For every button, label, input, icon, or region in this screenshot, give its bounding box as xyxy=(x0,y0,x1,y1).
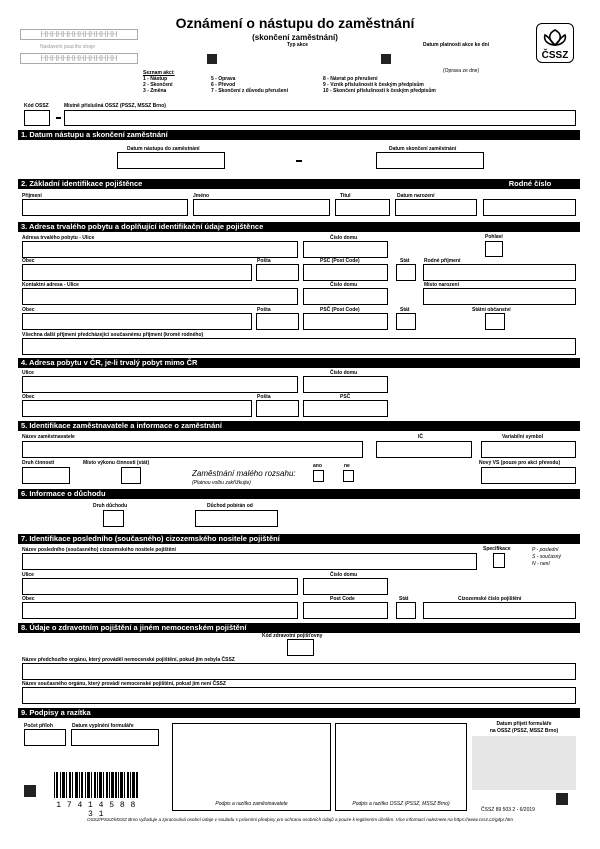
rodne-prijmeni-label: Rodné příjmení xyxy=(424,258,461,264)
s4-psc-label: PSČ xyxy=(340,394,351,400)
stat-2-label: Stát xyxy=(400,307,410,313)
misto-narozeni-input[interactable] xyxy=(423,288,576,305)
datum-prijeti-label: Datum přijetí formuláře xyxy=(496,721,552,727)
specifikace-label: Specifikace xyxy=(483,546,511,552)
kontakt-ulice-input[interactable] xyxy=(22,288,298,305)
psc-2-input[interactable] xyxy=(303,313,388,330)
datum-platnosti-label: Datum platnosti akce ke dni xyxy=(423,42,490,48)
seznam-col-3: 8 - Návrat po přerušení 9 - Vznik příslušnosti k českým předpisům 10 - Skončení příslušnosti k českým předpisům xyxy=(323,76,436,94)
posta-label: Pošta xyxy=(257,258,271,264)
cizozemske-cislo-input[interactable] xyxy=(423,602,576,619)
kod-zp-label: Kód zdravotní pojišťovny xyxy=(262,633,323,639)
pohlavi-input[interactable] xyxy=(485,241,503,257)
misto-narozeni-label: Místo narození xyxy=(424,282,460,288)
nazev-nositele-label: Název posledního (současného) cizozemského nositele pojištění xyxy=(22,547,176,553)
podpis-ossz-box[interactable] xyxy=(335,723,467,811)
datum-nastupu-input[interactable] xyxy=(117,152,225,169)
typ-akce-marker xyxy=(207,54,217,64)
soucasny-organ-label: Název současného orgánu, který provádí nemocenské pojištění, pokud jím není ČSSZ xyxy=(22,681,226,687)
druh-cinnosti-input[interactable] xyxy=(22,467,70,484)
datum-platnosti-marker xyxy=(381,54,391,64)
pocet-priloh-label: Počet příloh xyxy=(24,723,53,729)
rodne-cislo-input[interactable] xyxy=(483,199,576,216)
barcode-icon xyxy=(54,772,138,798)
s1-dash xyxy=(296,160,302,162)
duchod-pobiran-label: Důchod pobírán od xyxy=(207,503,253,509)
statni-obcanstvi-label: Státní občanství xyxy=(472,307,511,313)
posta-input[interactable] xyxy=(256,264,299,281)
section-9-header: 9. Podpisy a razítka xyxy=(18,708,580,718)
podpis-zamestnavatele-label: Podpis a razítko zaměstnavatele xyxy=(215,801,288,807)
s7-post-code-input[interactable] xyxy=(303,602,388,619)
ic-input[interactable] xyxy=(376,441,472,458)
podpis-ossz-label: Podpis a razítko OSSZ (PSSZ, MSSZ Brno) xyxy=(352,801,450,807)
page-subtitle: (skončení zaměstnání) xyxy=(252,33,338,42)
specifikace-input[interactable] xyxy=(493,553,505,568)
nazev-zamestnavatele-input[interactable] xyxy=(22,441,363,458)
jmeno-input[interactable] xyxy=(193,199,330,216)
datum-narozeni-input[interactable] xyxy=(395,199,477,216)
s7-obec-input[interactable] xyxy=(22,602,298,619)
vsechna-prijmeni-input[interactable] xyxy=(22,338,576,355)
posta-2-input[interactable] xyxy=(256,313,299,330)
typ-akce-label: Typ akce xyxy=(287,42,309,48)
titul-label: Titul xyxy=(340,193,351,199)
stat-input[interactable] xyxy=(396,264,416,281)
logo-text: ČSSZ xyxy=(541,50,569,61)
s4-ulice-input[interactable] xyxy=(22,376,298,393)
s4-cislo-domu-label: Číslo domu xyxy=(330,370,358,376)
platnou-volbu-label: (Platnou volbu zakřížkujte) xyxy=(192,480,251,486)
ano-label: ano xyxy=(313,463,322,469)
na-ossz-label: na OSSZ (PSSZ, MSSZ Brno) xyxy=(489,728,559,734)
spec-n-label: N - není xyxy=(532,561,550,567)
adresa-ulice-label: Adresa trvalého pobytu - Ulice xyxy=(22,235,95,241)
kod-ossz-input[interactable] xyxy=(24,110,50,126)
ne-checkbox[interactable] xyxy=(343,470,354,482)
seznam-col-2: 5 - Oprava 6 - Převod 7 - Skončení z důvodu přerušení xyxy=(211,76,288,94)
druh-duchodu-label: Druh důchodu xyxy=(93,503,128,509)
section-5-header: 5. Identifikace zaměstnavatele a informace o zaměstnání xyxy=(18,421,580,431)
datum-prijeti-area xyxy=(472,736,576,790)
predchozi-organ-input[interactable] xyxy=(22,663,576,680)
kontakt-ulice-label: Kontaktní adresa - Ulice xyxy=(22,282,79,288)
obec-input[interactable] xyxy=(22,264,252,281)
psc-input[interactable] xyxy=(303,264,388,281)
datum-vyplneni-label: Datum vyplnění formuláře xyxy=(72,723,134,729)
print-mask-box-2: HHHHHHHHHHHHHH xyxy=(20,53,138,64)
s4-posta-label: Pošta xyxy=(257,394,271,400)
oprava-ze-dne-label: (Oprava ze dne) xyxy=(443,68,480,74)
nazev-nositele-input[interactable] xyxy=(22,553,477,570)
misto-vykonu-label: Místo výkonu činnosti (stát) xyxy=(83,460,150,466)
page-title: Oznámení o nástupu do zaměstnání xyxy=(175,15,415,31)
datum-vyplneni-input[interactable] xyxy=(71,729,159,746)
statni-obcanstvi-input[interactable] xyxy=(485,313,505,330)
stat-2-input[interactable] xyxy=(396,313,416,330)
mistne-ossz-input[interactable] xyxy=(64,110,576,126)
obec-label: Obec xyxy=(22,258,35,264)
s7-obec-label: Obec xyxy=(22,596,35,602)
form-code: ČSSZ 89 503 2 - 6/2019 xyxy=(481,807,535,813)
print-mask-box: HHHHHHHHHHHHHH xyxy=(20,29,138,40)
cislo-domu-label: Číslo domu xyxy=(330,235,358,241)
s4-psc-input[interactable] xyxy=(303,400,388,417)
var-symbol-input[interactable] xyxy=(481,441,576,458)
s4-obec-label: Obec xyxy=(22,394,35,400)
spec-s-label: S - současný xyxy=(532,554,561,560)
s7-ulice-input[interactable] xyxy=(22,578,298,595)
section-3-header: 3. Adresa trvalého pobytu a doplňující identifikační údaje pojištěnce xyxy=(18,222,580,232)
datum-skonceni-input[interactable] xyxy=(376,152,484,169)
s7-stat-input[interactable] xyxy=(396,602,416,619)
section-6-header: 6. Informace o důchodu xyxy=(18,489,580,499)
ne-label: ne xyxy=(344,463,350,469)
datum-skonceni-label: Datum skončení zaměstnání xyxy=(389,146,457,152)
jmeno-label: Jméno xyxy=(193,193,210,199)
kod-ossz-label: Kód OSSZ xyxy=(24,103,49,109)
section-1-header: 1. Datum nástupu a skončení zaměstnání xyxy=(18,130,580,140)
misto-vykonu-input[interactable] xyxy=(121,467,141,484)
ano-checkbox[interactable] xyxy=(313,470,324,482)
prijmeni-input[interactable] xyxy=(22,199,188,216)
druh-duchodu-input[interactable] xyxy=(103,510,124,527)
maly-rozsah-label: Zaměstnání malého rozsahu: xyxy=(192,469,296,478)
duchod-pobiran-input[interactable] xyxy=(195,510,278,527)
print-setting-label: Nastavení psacího stroje xyxy=(40,44,96,50)
seznam-col-1: 1 - Nástup 2 - Skončení 3 - Změna xyxy=(143,76,173,94)
s4-cislo-domu-input[interactable] xyxy=(303,376,388,393)
s7-stat-label: Stát xyxy=(399,596,409,602)
s7-cislo-domu-input[interactable] xyxy=(303,578,388,595)
section-8-header: 8. Údaje o zdravotním pojištění a jiném nemocenském pojištění xyxy=(18,623,580,633)
cizozemske-cislo-label: Cizozemské číslo pojištění xyxy=(458,596,522,602)
cislo-domu-input[interactable] xyxy=(303,241,388,258)
s7-post-code-label: Post Code xyxy=(330,596,355,602)
rodne-cislo-header: Rodné číslo xyxy=(480,179,580,189)
novy-vs-input[interactable] xyxy=(481,467,576,484)
datum-nastupu-label: Datum nástupu do zaměstnání xyxy=(127,146,200,152)
cislo-domu-2-label: Číslo domu xyxy=(330,282,358,288)
podpis-zamestnavatele-box[interactable] xyxy=(172,723,331,811)
vsechna-prijmeni-label: Všechna další příjmení předcházející současnému příjmení (kromě rodného) xyxy=(22,332,204,338)
posta-2-label: Pošta xyxy=(257,307,271,313)
spec-p-label: P - poslední xyxy=(532,547,559,553)
var-symbol-label: Variabilní symbol xyxy=(502,434,544,440)
barcode-number: 1 7 4 1 4 5 8 8 3 1 xyxy=(56,801,136,819)
cssz-logo-icon xyxy=(537,27,573,49)
nazev-zamestnavatele-label: Název zaměstnavatele xyxy=(22,434,75,440)
pohlavi-label: Pohlaví xyxy=(485,234,503,240)
ic-label: IČ xyxy=(418,434,423,440)
dash xyxy=(56,117,61,119)
rodne-prijmeni-input[interactable] xyxy=(423,264,576,281)
s7-ulice-label: Ulice xyxy=(22,572,34,578)
obec-2-input[interactable] xyxy=(22,313,252,330)
s4-posta-input[interactable] xyxy=(256,400,299,417)
s4-obec-input[interactable] xyxy=(22,400,252,417)
section-7-header: 7. Identifikace posledního (současného) cizozemského nositele pojištění xyxy=(18,534,580,544)
druh-cinnosti-label: Druh činnosti xyxy=(22,460,55,466)
novy-vs-label: Nový VS (pouze pro akci převodu) xyxy=(479,460,561,466)
corner-marker-left xyxy=(24,785,36,797)
section-4-header: 4. Adresa pobytu v ČR, je-li trvalý pobyt mimo ČR xyxy=(18,358,580,368)
obec-2-label: Obec xyxy=(22,307,35,313)
psc-label: PSČ (Post Code) xyxy=(320,258,360,264)
mistne-ossz-label: Místně příslušná OSSZ (PSSZ, MSSZ Brno) xyxy=(64,103,166,109)
s4-ulice-label: Ulice xyxy=(22,370,34,376)
stat-label: Stát xyxy=(400,258,410,264)
prijmeni-label: Příjmení xyxy=(22,193,42,199)
adresa-ulice-input[interactable] xyxy=(22,241,298,258)
section-2-header: 2. Základní identifikace pojištěnce xyxy=(18,179,480,189)
kod-zp-input[interactable] xyxy=(287,639,314,656)
s7-cislo-domu-label: Číslo domu xyxy=(330,572,358,578)
cislo-domu-2-input[interactable] xyxy=(303,288,388,305)
psc-2-label: PSČ (Post Code) xyxy=(320,307,360,313)
seznam-title: Seznam akcí: xyxy=(143,70,175,76)
corner-marker-right xyxy=(556,793,568,805)
datum-narozeni-label: Datum narození xyxy=(397,193,435,199)
cssz-logo xyxy=(536,23,574,63)
soucasny-organ-input[interactable] xyxy=(22,687,576,704)
footer-gdpr-text: OSSZ/PSSZ/MSSZ Brno vyžaduje a zpracovává osobní údaje v souladu s právními předpisy pro ochranu osobních údajů a pouze k legitimním účelům. Více informací naleznete na https://www.cssz.cz/gdpr.htm xyxy=(87,817,513,822)
predchozi-organ-label: Název předchozího orgánu, který prováděl nemocenské pojištění, pokud jím nebyla ČSSZ xyxy=(22,657,235,663)
barcode xyxy=(54,772,138,798)
titul-input[interactable] xyxy=(335,199,390,216)
pocet-priloh-input[interactable] xyxy=(24,729,66,746)
